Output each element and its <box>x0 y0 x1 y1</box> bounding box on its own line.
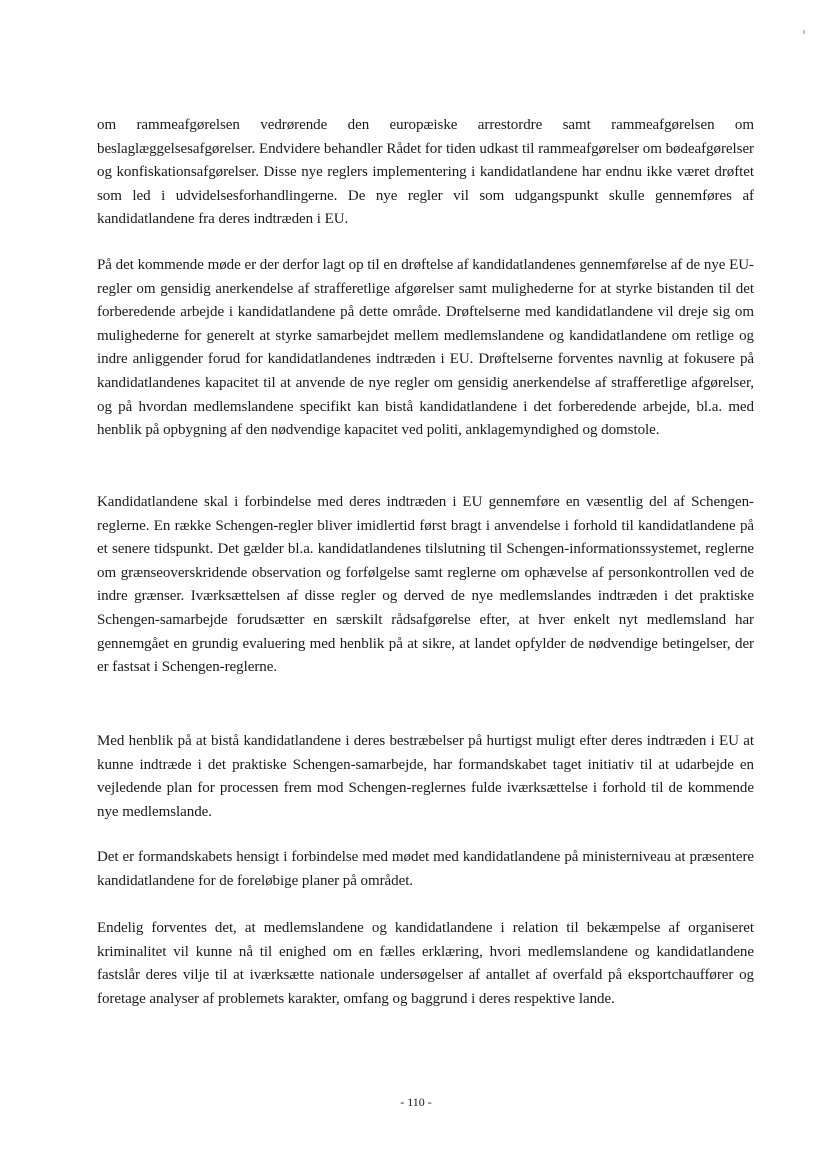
paragraph-upcoming-meeting: På det kommende møde er der derfor lagt op til en drøftelse af kandidatlandenes gennemførelse af de nye EU-regler om gensidig anerkendelse af strafferetlige afgørelser samt mulighederne for at styrke bistanden til det forberedende arbejde i kandidatlandene på dette område. Drøftelserne med kandidatlandene vil dreje sig om mulighederne for generelt at styrke samarbejdet mellem medlemslandene og kandidatlandene om retlige og indre anliggender forud for kandidatlandenes indtræden i EU. Drøftelserne forventes navnlig at fokusere på kandidatlandenes kapacitet til at anvende de nye regler om gensidig anerkendelse af strafferetlige afgørelser, og på hvordan medlemslandene specifikt kan bistå kandidatlandene i det forberedende arbejde, bl.a. med henblik på opbygning af den nødvendige kapacitet ved politi, anklagemyndighed og domstole. <box>97 257 754 439</box>
page-number: - 110 - <box>400 1095 432 1109</box>
paragraph-organised-crime: Endelig forventes det, at medlemslandene og kandidatlandene i relation til bekæmpelse af organiseret kriminalitet vil kunne nå til enighed om en fælles erklæring, hvori medlemslandene og kandidatlandene fastslår deres vilje til at iværksætte nationale undersøgelser af antallet af overfald på eksportchauffører og foretage analyser af problemets karakter, omfang og baggrund i deres respektive lande. <box>97 920 754 1007</box>
paragraph-schengen-rules: Kandidatlandene skal i forbindelse med deres indtræden i EU gennemføre en væsentlig del af Schengen-reglerne. En række Schengen-regler bliver imidlertid først bragt i anvendelse i forhold til kandidatlandene på et senere tidspunkt. Det gælder bl.a. kandidatlandenes tilslutning til Schengen-informationssystemet, reglerne om grænseoverskridende observation og forfølgelse samt reglerne om ophævelse af personkontrollen ved de indre grænser. Iværksættelsen af disse regler og derved de nye medlemslandes indtræden i det praktiske Schengen-samarbejde forudsætter en særskilt rådsafgørelse efter, at hver enkelt nyt medlemsland har gennemgået en grundig evaluering med henblik på at sikre, at landet opfylder de nødvendige betingelser, der er fastsat i Schengen-reglerne. <box>97 494 754 676</box>
paragraph-presidency-intention: Det er formandskabets hensigt i forbindelse med mødet med kandidatlandene på ministerniveau at præsentere kandidatlandene for de foreløbige planer på området. <box>97 849 754 889</box>
paragraph-arrest-warrant: om rammeafgørelsen vedrørende den europæiske arrestordre samt rammeafgørelsen om beslaglæggelsesafgørelser. Endvidere behandler Rådet for tiden udkast til rammeafgørelser om bødeafgørelser og konfiskationsafgørelser. Disse nye reglers implementering i kandidatlandene har endnu ikke været drøftet som led i udvidelsesforhandlingerne. De nye regler vil som udgangspunkt skulle gennemføres af kandidatlandene fra deres indtræden i EU. <box>97 117 754 228</box>
scan-artifact <box>803 30 805 34</box>
paragraph-presidency-initiative: Med henblik på at bistå kandidatlandene i deres bestræbelser på hurtigst muligt efter deres indtræden i EU at kunne indtræde i det praktiske Schengen-samarbejde, har formandskabet taget initiativ til at udarbejde en vejledende plan for processen frem mod Schengen-reglernes fulde iværksættelse i forhold til de kommende nye medlemslande. <box>97 733 754 820</box>
